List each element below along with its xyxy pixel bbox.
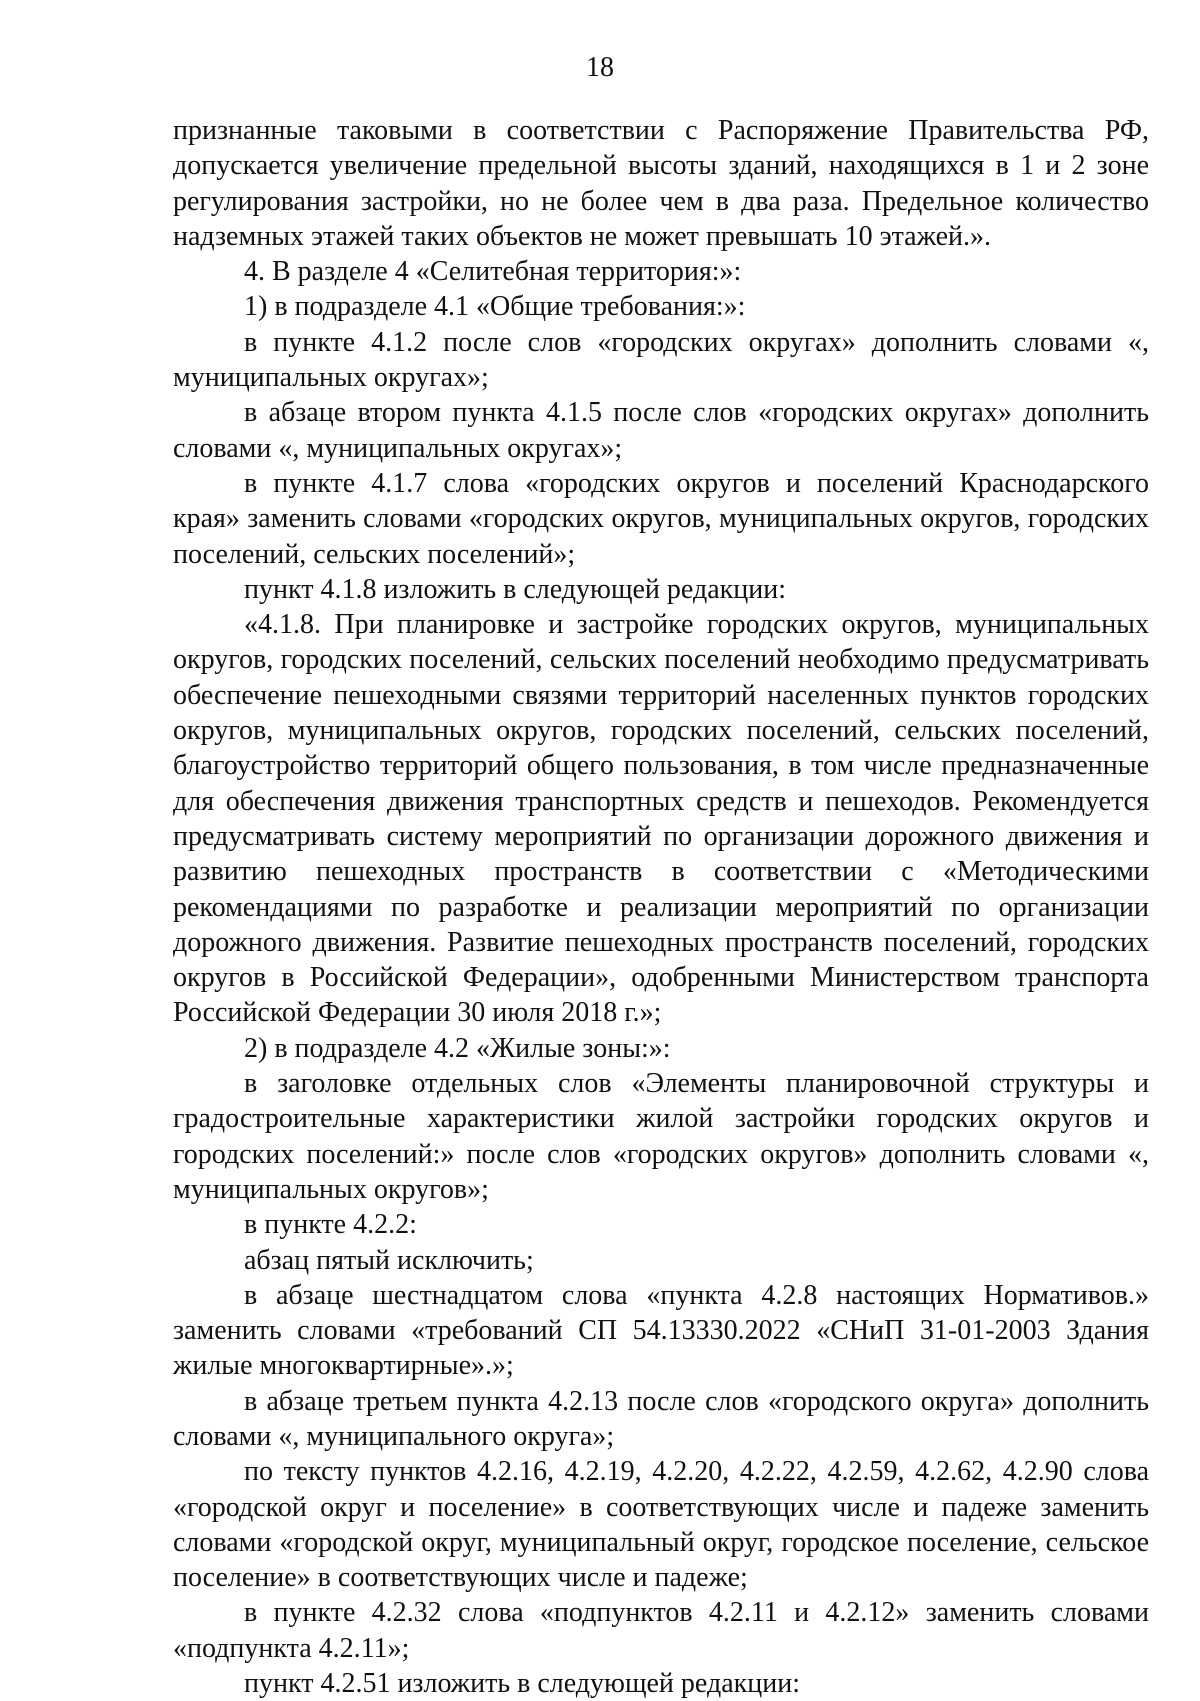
body-paragraph: в пункте 4.1.2 после слов «городских округах» дополнить словами «, муниципальных округах»; bbox=[173, 326, 1149, 394]
body-paragraph: в пункте 4.1.7 слова «городских округов и поселений Краснодарского края» заменить словами «городских округов, муниципальных округов, городских поселений, сельских поселений»; bbox=[173, 467, 1149, 570]
body-paragraph: в заголовке отдельных слов «Элементы планировочной структуры и градостроительные характеристики жилой застройки городских округов и городских поселений:» после слов «городских округов» дополнить словами «, муниципальных округов»; bbox=[173, 1068, 1149, 1205]
body-paragraph: в пункте 4.2.32 слова «подпунктов 4.2.11 и 4.2.12» заменить словами «подпункта 4.2.11»; bbox=[173, 1597, 1149, 1664]
document-body bbox=[173, 113, 1149, 1701]
body-paragraph: в абзаце третьем пункта 4.2.13 после слов «городского округа» дополнить словами «, муниципального округа»; bbox=[173, 1385, 1149, 1452]
page-number: 18 bbox=[586, 52, 614, 83]
body-paragraph: 1) в подразделе 4.1 «Общие требования:»: bbox=[244, 291, 746, 323]
body-paragraph: признанные таковыми в соответствии с Распоряжение Правительства РФ, допускается увеличение предельной высоты зданий, находящихся в 1 и 2 зоне регулирования застройки, но не более чем в два раза. Предельное количество надземных этажей таких объектов не может превышать 10 этажей.». bbox=[173, 115, 1149, 252]
body-paragraph: в абзаце шестнадцатом слова «пункта 4.2.8 настоящих Нормативов.» заменить словами «требований СП 54.13330.2022 «СНиП 31-01-2003 Здания жилые многоквартирные».»; bbox=[173, 1279, 1149, 1382]
body-paragraph: пункт 4.1.8 изложить в следующей редакции: bbox=[244, 573, 786, 605]
body-paragraph: абзац пятый исключить; bbox=[244, 1244, 534, 1276]
body-paragraph: по тексту пунктов 4.2.16, 4.2.19, 4.2.20, 4.2.22, 4.2.59, 4.2.62, 4.2.90 слова «городской округ и поселение» в соответствующих числе и падеже заменить словами «городской округ, муниципальный округ, городское поселение, сельское поселение» в соответствующих числе и падеже; bbox=[173, 1456, 1149, 1594]
body-paragraph: в абзаце втором пункта 4.1.5 после слов «городских округах» дополнить словами «, муниципальных округах»; bbox=[173, 397, 1149, 464]
body-paragraph: 2) в подразделе 4.2 «Жилые зоны:»: bbox=[244, 1032, 671, 1064]
body-paragraph: 4. В разделе 4 «Селитебная территория:»: bbox=[244, 256, 742, 288]
body-paragraph: пункт 4.2.51 изложить в следующей редакции: bbox=[244, 1668, 800, 1700]
body-paragraph: в пункте 4.2.2: bbox=[244, 1209, 417, 1241]
body-paragraph: «4.1.8. При планировке и застройке городских округов, муниципальных округов, городских поселений, сельских поселений необходимо предусматривать обеспечение пешеходными связями территорий населенных пунктов городских округов, муниципальных округов, городских поселений, сельских поселений, благоустройство территорий общего пользования, в том числе предназначенные для обеспечения движения транспортных средств и пешеходов. Рекомендуется предусматривать систему мероприятий по организации дорожного движения и развитию пешеходных пространств в соответствии с «Методическими рекомендациями по разработке и реализации мероприятий по организации дорожного движения. Развитие пешеходных пространств поселений, городских округов в Российской Федерации», одобренными Министерством транспорта Российской Федерации 30 июля 2018 г.»; bbox=[173, 609, 1149, 1029]
